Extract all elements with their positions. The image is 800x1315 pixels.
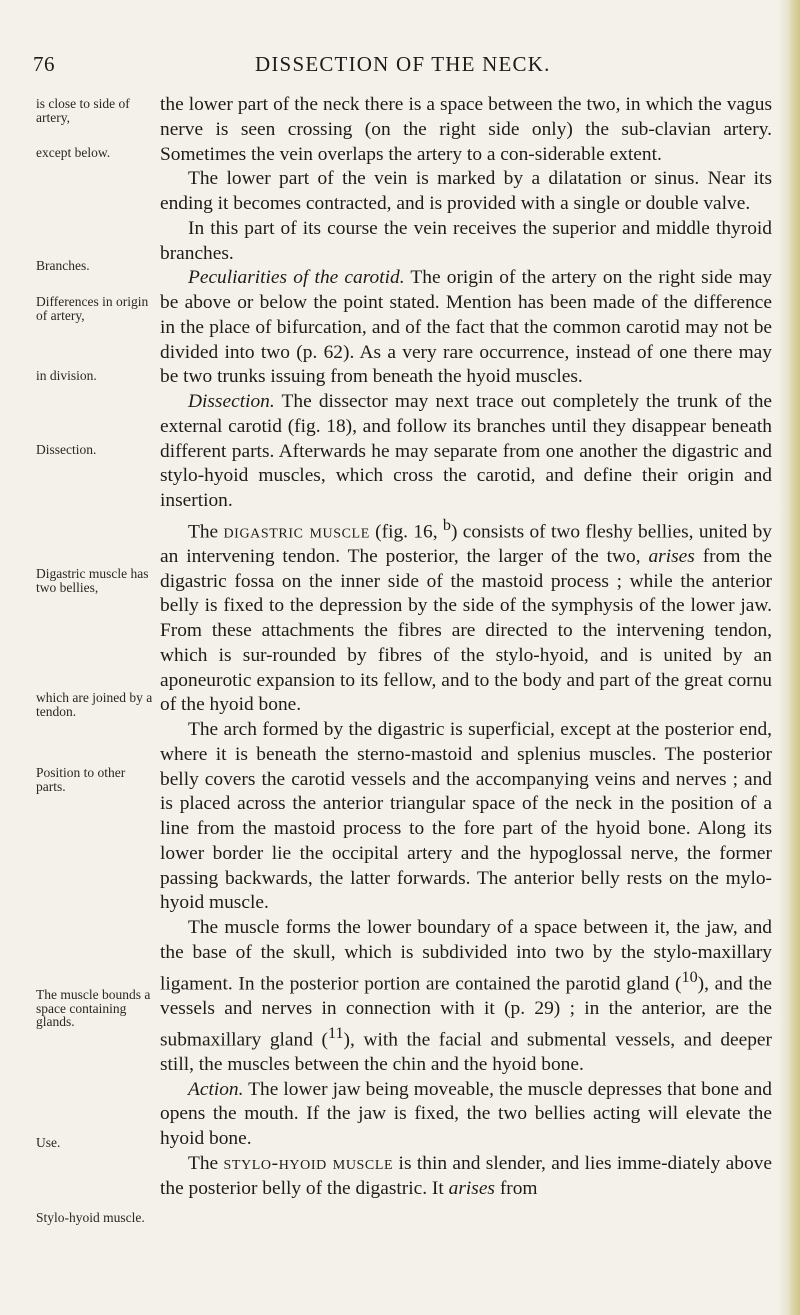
margin-note-digastric-two-bellies: Digastric muscle has two bellies, — [36, 566, 149, 595]
margin-note-use: Use. — [36, 1135, 61, 1150]
figure-ref-11: 11 — [327, 1024, 344, 1042]
page-edge-shading — [778, 0, 800, 1315]
margin-note-dissection: Dissection. — [36, 442, 97, 457]
margin-note-differences-origin: Differences in origin of artery, — [36, 294, 149, 323]
peculiarities-heading: Peculiarities of the carotid. — [188, 267, 405, 289]
margin-note-stylo-hyoid: Stylo-hyoid muscle. — [36, 1210, 145, 1225]
body-text — [160, 93, 772, 1201]
margin-note-close-to-artery: is close to side of artery, — [36, 96, 130, 125]
paragraph-vein-branches: In this part of its course the vein receives the superior and middle thyroid branches. — [160, 217, 772, 264]
page-number: 76 — [33, 52, 55, 76]
paragraph-stylo-hyoid: The stylo-hyoid muscle is thin and slender, and lies imme-diately above the posterior belly of the digastric. It arises from — [160, 1152, 772, 1199]
digastric-muscle-term: digastric muscle — [223, 521, 370, 543]
paragraph-action: Action. The lower jaw being moveable, the muscle depresses that bone and opens the mouth. If the jaw is fixed, the two bellies acting will elevate the hyoid bone. — [160, 1078, 772, 1150]
dissection-heading: Dissection. — [188, 391, 275, 412]
figure-ref-10: 10 — [681, 968, 698, 986]
margin-note-except-below: except below. — [36, 145, 111, 160]
paragraph-dissection: Dissection. The dissector may next trace out completely the trunk of the external carotid (fig. 18), and follow its branches until they disappear beneath different parts. Afterwards he may separate from one another the digastric and stylo-hyoid muscles, which cross the carotid, and define their origin and insertion. — [160, 391, 772, 511]
margin-note-position-other-parts: Position to other parts. — [36, 765, 126, 794]
margin-note-branches: Branches. — [36, 258, 90, 273]
paragraph-vein-space: the lower part of the neck there is a space between the two, in which the vagus nerve is seen crossing (on the right side only) the sub-clavian artery. Sometimes the vein overlaps the artery to a con-siderable extent. — [160, 94, 772, 165]
stylo-hyoid-muscle-term: stylo-hyoid muscle — [223, 1152, 394, 1174]
running-title: DISSECTION OF THE NECK. — [255, 52, 551, 76]
action-heading: Action. — [188, 1078, 244, 1100]
margin-note-joined-by-tendon: which are joined by a tendon. — [36, 690, 153, 719]
margin-note-bounds-space: The muscle bounds a space containing glands. — [36, 987, 151, 1029]
paragraph-digastric: The digastric muscle (fig. 16, $^b$) consists of two fleshy bellies, united by an intervening tendon. The posterior, the larger of the two, arises from the digastric fossa on the inner side of the mastoid process ; while the anterior belly is fixed to the depression by the side of the symphysis of the lower jaw. From these attachments the fibres are directed to the intervening tendon, which is sur-rounded by fibres of the stylo-hyoid, and is united by an aponeurotic expansion to its fellow, and to the body and part of the great cornu of the hyoid bone. — [160, 516, 772, 716]
paragraph-muscle-space: The muscle forms the lower boundary of a space between it, the jaw, and the base of the skull, which is subdivided into two by the stylo-maxillary ligament. In the posterior portion are contained the parotid gland ($^{10}$), and the vessels and nerves in connection with it (p. 29) ; in the anterior, are the submaxillary gland ($^{11}$), with the facial and submental vessels, and deeper still, the muscles between the chin and the hyoid bone. — [160, 917, 773, 1075]
margin-note-in-division: in division. — [36, 368, 97, 383]
figure-ref-b: b — [442, 516, 451, 534]
paragraph-peculiarities: Peculiarities of the carotid. The origin of the artery on the right side may be above or below the point stated. Mention has been made of the difference in the place of bifurcation, and of the fact that the common carotid may not be divided into two (p. 62). As a very rare occurrence, instead of one there may be two trunks issuing from beneath the hyoid muscles. — [160, 267, 772, 388]
paragraph-arch-position: The arch formed by the digastric is superficial, except at the posterior end, where it is beneath the sterno-mastoid and splenius muscles. The posterior belly covers the carotid vessels and the accompanying veins and nerves ; and is placed across the anterior triangular space of the neck in the position of a line from the mastoid process to the fore part of the hyoid bone. Along its lower border lie the occipital artery and the hypoglossal nerve, the former passing backwards, the latter forwards. The anterior belly rests on the mylo-hyoid muscle. — [160, 719, 772, 914]
paragraph-vein-sinus: The lower part of the vein is marked by a dilatation or sinus. Near its ending it becomes contracted, and is provided with a single or double valve. — [160, 168, 772, 214]
